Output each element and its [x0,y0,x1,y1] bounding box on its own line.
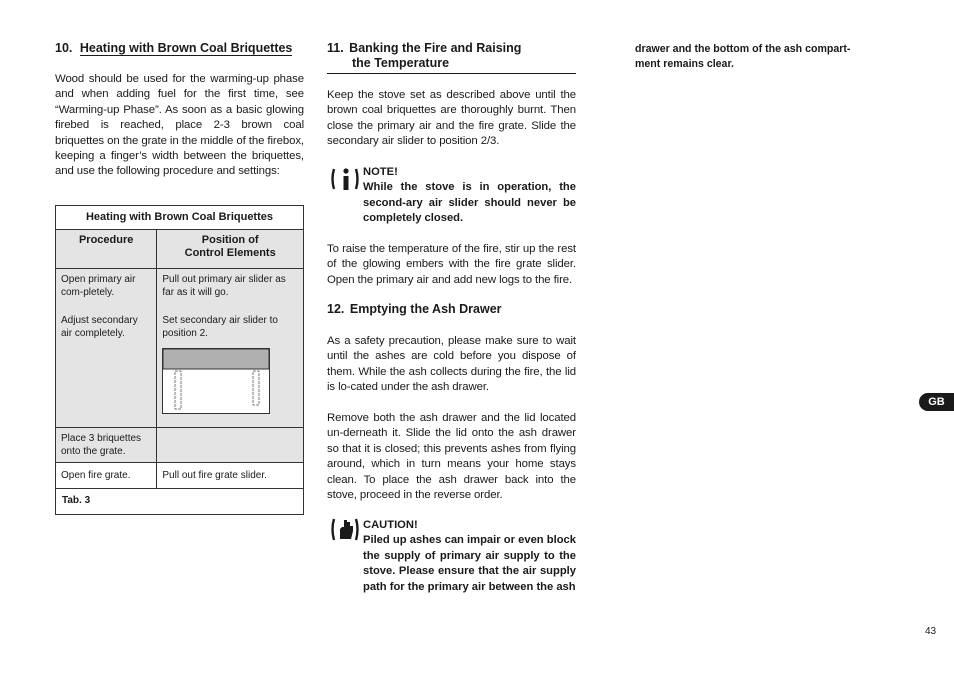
stove-slider-illustration [162,348,270,414]
table-row-1-procedure [56,269,157,428]
section-10-title: Heating with Brown Coal Briquettes [79,41,293,55]
section-12-title: Emptying the Ash Drawer [349,302,502,316]
hand-warning-icon [330,515,360,548]
page-number: 43 [925,626,937,637]
section-10-body: Wood should be used for the warming-up phase and when adding fuel for the first time, see “Warming-up Phase”. As soon as a basic glowing firebed is reached, place 2-3 brown coal briquettes on the grate in the middle of the firebox, keeping a finger’s width between the briquettes, and use the following procedure and settings: [55,73,304,178]
section-10-number: 10. [55,41,73,55]
caution-text: Piled up ashes can impair or even block the supply of primary air supply to the stove. Please ensure that the air supply path for the primary air between the ash [363,534,576,593]
table-row-1-proc-a: Open primary air com-pletely. [61,274,136,298]
section-11-number: 11. [327,41,344,55]
table-row-1-pos-a: Pull out primary air slider as far as it will go. [162,274,286,298]
section-11-body1: Keep the stove set as described above until the brown coal briquettes are thoroughly burnt. Then close the primary air and the fire grate. Slide the secondary air slider to position 2/3. [327,89,576,148]
section-12-heading [327,302,576,319]
table-row-1-proc-b: Adjust secondary air completely. [61,315,138,339]
table-title: Heating with Brown Coal Briquettes [56,206,304,230]
caution-label: CAUTION! [363,519,418,531]
section-12-body2: Remove both the ash drawer and the lid located un-derneath it. Slide the lid onto the ash drawer so that it is closed; this prevents ashes from flying around, which in turn means your home stays clean. To place the ash drawer back into the stove, proceed in the reverse order. [327,412,576,502]
section-11-heading [327,41,576,74]
note-text: While the stove is in operation, the second-ary air slider should never be completely closed. [363,181,576,225]
section-11-body2: To raise the temperature of the fire, stir up the rest of the glowing embers with the fire grate slider. Open the primary air and add new logs to the fire. [327,243,576,286]
table-row-2-procedure: Place 3 briquettes onto the grate. [56,428,157,463]
caution-box [363,518,576,595]
table-col-procedure: Procedure [56,230,157,269]
section-10-heading [55,41,304,58]
table-row-3-procedure: Open fire grate. [56,463,157,489]
table-row-3-position: Pull out fire grate slider. [157,463,304,489]
language-tab-gb: GB [919,393,954,411]
column-right-continued: drawer and the bottom of the ash compart-ment remains clear. [635,43,851,71]
note-label: NOTE! [363,166,398,178]
section-12-body1: As a safety precaution, please make sure to wait until the ashes are cold before you dispose of them. While the ash collects during the fire, the lid is lo-cated under the ash drawer. [327,335,576,394]
note-box [363,165,576,227]
section-11-title-line1: Banking the Fire and Raising [349,41,522,55]
section-11-title-line2: the Temperature [352,56,450,70]
info-icon [330,166,360,197]
table-row-2-position [157,428,304,463]
table-row-1-pos-b: Set secondary air slider to position 2. [162,315,278,339]
table-row-1-position [157,269,304,428]
table-col-position: Position of Control Elements [157,230,304,269]
table-caption: Tab. 3 [56,489,304,515]
section-12-number: 12. [327,302,345,316]
tab3-table [55,205,304,515]
